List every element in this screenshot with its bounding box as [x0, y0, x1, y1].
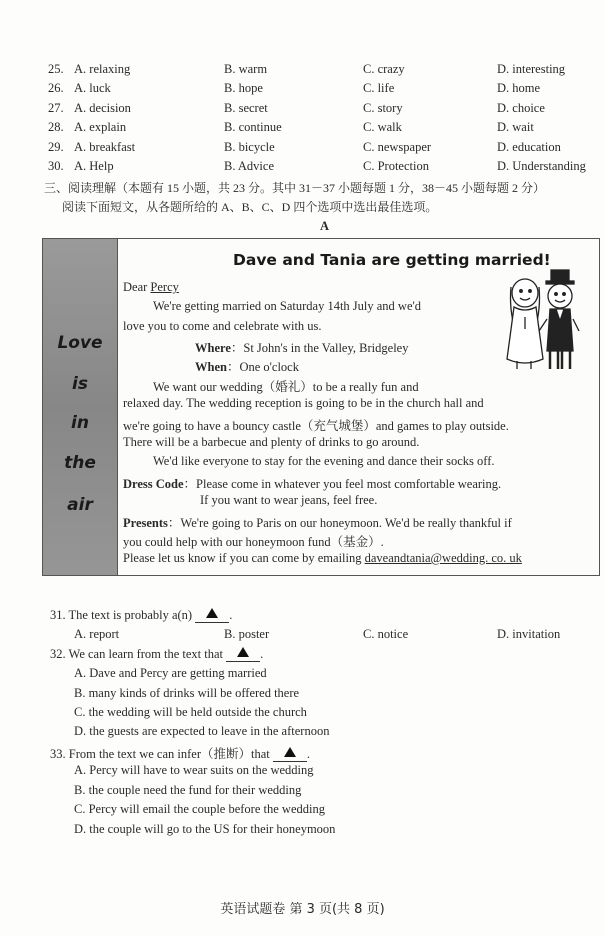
question-number: 29. [48, 140, 64, 154]
option-a: A. relaxing [74, 62, 131, 76]
option-b: B. bicycle [224, 140, 275, 154]
option-c: C. Protection [363, 159, 429, 173]
option-row [0, 101, 605, 120]
section-heading: 三、阅读理解（本题有 15 小题，共 23 分。其中 31－37 小题每题 1 分，38－45 小题每题 2 分） [44, 181, 546, 195]
option-c: C. crazy [363, 62, 405, 76]
when-line [195, 357, 299, 375]
option-row [0, 159, 605, 178]
option-b[interactable]: B. many kinds of drinks will be offered there [74, 686, 300, 700]
section-instruction: 阅读下面短文，从各题所给的 A、B、C、D 四个选项中选出最佳选项。 [62, 200, 438, 214]
option-d[interactable]: D. the guests are expected to leave in the afternoon [74, 724, 330, 738]
side-word: the [64, 453, 96, 473]
option-d: D. wait [497, 120, 534, 134]
passage-line: We'd like everyone to stay for the evening and dance their socks off. [153, 454, 495, 468]
question-text: 31. The text is probably a(n) [50, 608, 196, 622]
option-d: D. Understanding [497, 159, 586, 173]
passage-label: A [320, 219, 330, 233]
question-text: 32. We can learn from the text that [50, 647, 227, 661]
option-b[interactable]: B. the couple need the fund for their wedding [74, 783, 302, 797]
presents-label: Presents [123, 516, 168, 530]
side-word: is [72, 374, 88, 394]
option-c[interactable]: C. the wedding will be held outside the church [74, 705, 307, 719]
passage-line: relaxed day. The wedding reception is going to be in the church hall and [123, 396, 484, 410]
option-a[interactable]: A. Dave and Percy are getting married [74, 666, 267, 680]
side-word: Love [57, 333, 103, 353]
triangle-icon [237, 647, 249, 657]
question-number: 26. [48, 81, 64, 95]
answer-blank[interactable] [195, 607, 229, 623]
triangle-icon [206, 608, 218, 618]
question-stem [50, 647, 263, 663]
side-word: in [71, 413, 89, 433]
option-b: B. Advice [224, 159, 274, 173]
option-d[interactable]: D. the couple will go to the US for their honeymoon [74, 822, 336, 836]
answer-blank[interactable] [226, 646, 260, 662]
question-stem [50, 744, 310, 763]
closing-text: Please let us know if you can come by emailing [123, 551, 365, 565]
option-a[interactable]: A. report [74, 627, 120, 641]
passage-line: you could help with our honeymoon fund（基金）. [123, 535, 384, 549]
option-d[interactable]: D. invitation [497, 627, 561, 641]
salutation [123, 280, 179, 295]
option-d: D. education [497, 140, 561, 154]
option-row [0, 62, 605, 81]
option-c[interactable]: C. notice [363, 627, 409, 641]
option-c: C. story [363, 101, 403, 115]
dress-code-value: ：Please come in whatever you feel most comfortable wearing. [183, 477, 502, 491]
passage-line: We want our wedding（婚礼）to be a really fun and [153, 380, 419, 394]
where-label: Where [195, 341, 231, 355]
option-b: B. continue [224, 120, 282, 134]
where-value: ：St John's in the Valley, Bridgeley [230, 341, 409, 355]
passage-line: If you want to wear jeans, feel free. [200, 493, 378, 507]
option-b: B. secret [224, 101, 268, 115]
passage-box [42, 238, 600, 576]
couple-illustration [501, 269, 585, 373]
question-number: 28. [48, 120, 64, 134]
option-c: C. life [363, 81, 395, 95]
passage-line: There will be a barbecue and plenty of drinks to go around. [123, 435, 420, 449]
option-row [0, 120, 605, 139]
when-label: When [195, 360, 227, 374]
passage-line: we're going to have a bouncy castle（充气城堡）and games to play outside. [123, 419, 509, 433]
salutation-name: Percy [150, 280, 179, 294]
option-d: D. choice [497, 101, 545, 115]
question-text: 33. From the text we can infer（推断）that [50, 747, 273, 761]
option-a: A. luck [74, 81, 111, 95]
passage-line: love you to come and celebrate with us. [123, 319, 322, 333]
option-c: C. walk [363, 120, 402, 134]
where-line [195, 338, 408, 356]
dress-code-label: Dress Code [123, 477, 184, 491]
passage-title: Dave and Tania are getting married! [233, 251, 551, 269]
option-row [0, 627, 605, 646]
question-end: . [229, 608, 233, 622]
option-a: A. Help [74, 159, 114, 173]
answer-blank[interactable] [273, 746, 307, 762]
question-end: . [260, 647, 264, 661]
passage-line: We're getting married on Saturday 14th July and we'd [153, 299, 422, 313]
closing-line [123, 551, 522, 566]
question-number: 30. [48, 159, 64, 173]
option-row [0, 81, 605, 100]
presents-value: ：We're going to Paris on our honeymoon. We'd be really thankful if [167, 516, 512, 530]
option-a: A. explain [74, 120, 127, 134]
page-footer: 英语试题卷 第 3 页(共 8 页) [220, 902, 385, 917]
option-a: A. decision [74, 101, 131, 115]
dress-code-line [123, 474, 501, 492]
question-number: 27. [48, 101, 64, 115]
option-d: D. interesting [497, 62, 566, 76]
option-c[interactable]: C. Percy will email the couple before the wedding [74, 802, 325, 816]
side-word: air [67, 495, 93, 515]
option-b: B. warm [224, 62, 268, 76]
option-d: D. home [497, 81, 541, 95]
option-c: C. newspaper [363, 140, 432, 154]
side-banner [43, 239, 118, 575]
question-stem [50, 608, 232, 624]
salutation-prefix: Dear [123, 280, 151, 294]
email-link[interactable]: daveandtania@wedding. co. uk [364, 551, 522, 565]
when-value: ：One o'clock [226, 360, 299, 374]
triangle-icon [284, 747, 296, 757]
option-a: A. breakfast [74, 140, 136, 154]
option-b[interactable]: B. poster [224, 627, 270, 641]
option-row [0, 140, 605, 159]
presents-line [123, 513, 512, 531]
question-end: . [306, 747, 310, 761]
option-b: B. hope [224, 81, 263, 95]
question-number: 25. [48, 62, 64, 76]
option-a[interactable]: A. Percy will have to wear suits on the wedding [74, 763, 314, 777]
